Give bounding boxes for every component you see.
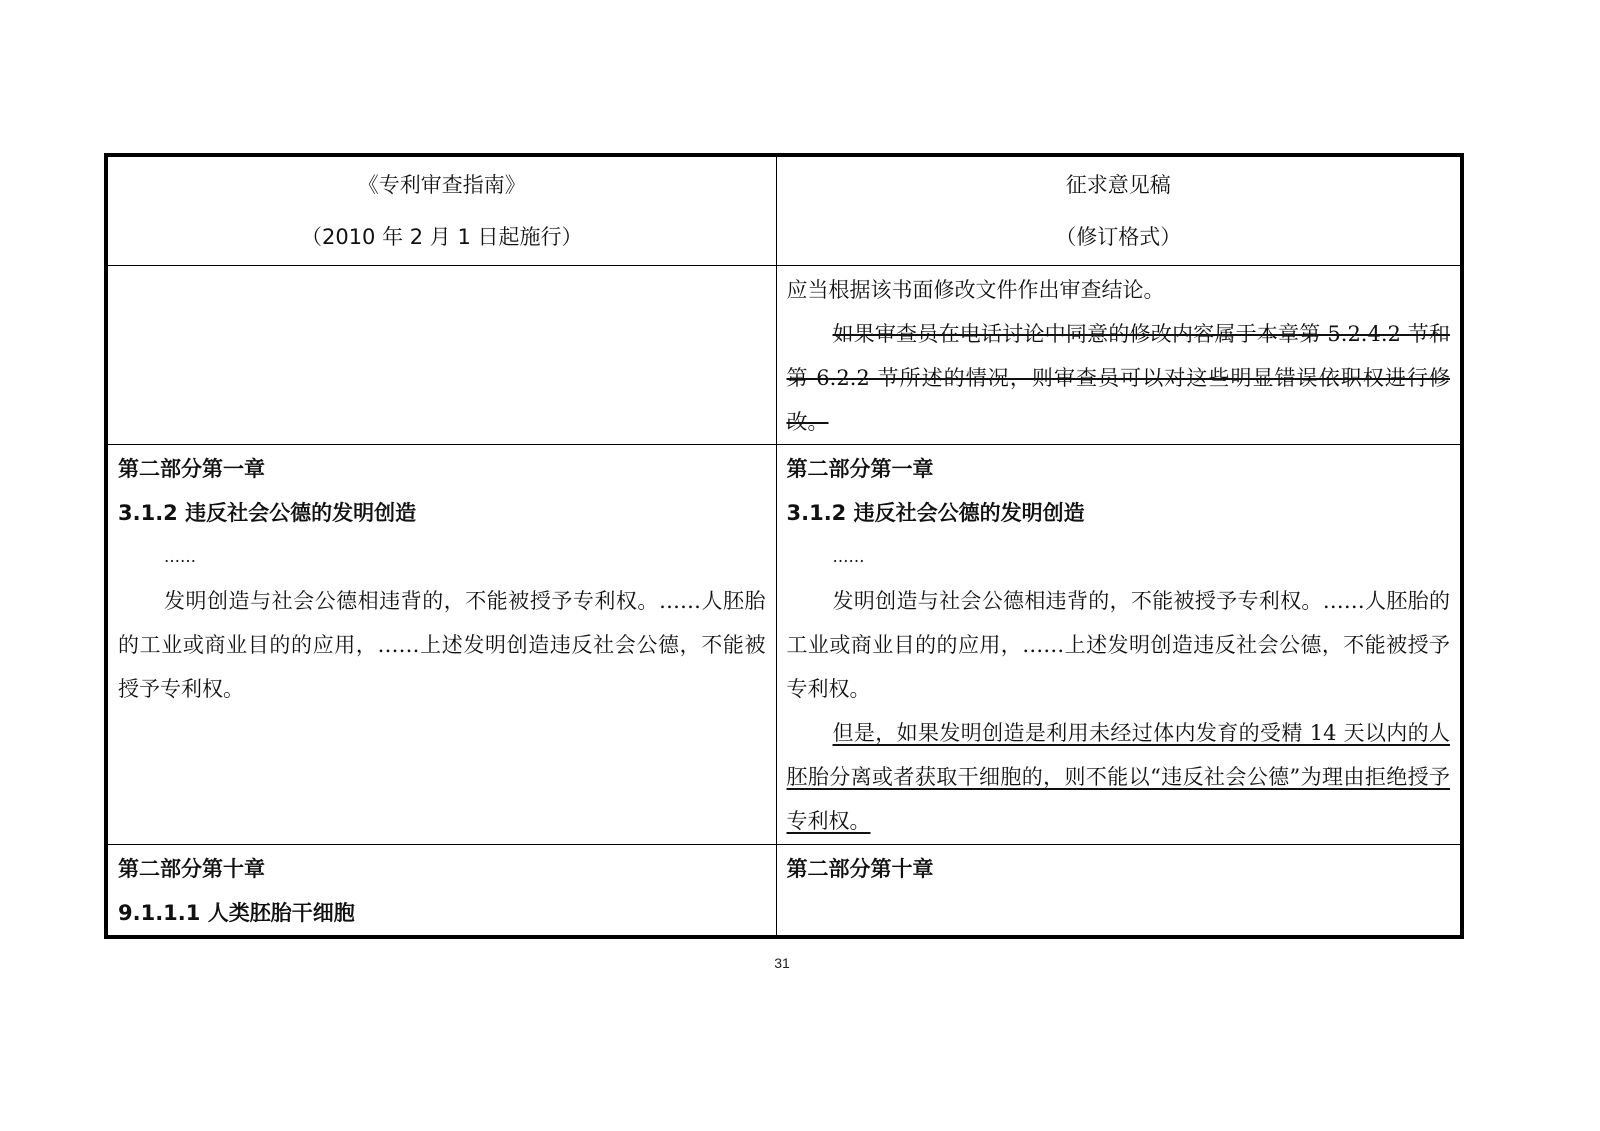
right-column-subtitle: （修订格式） [1055, 225, 1182, 249]
left-part-heading: 第二部分第一章 [118, 457, 265, 481]
page-number: 31 [774, 955, 790, 971]
row2-right-cell [776, 445, 1462, 845]
right-part-heading: 第二部分第十章 [786, 857, 934, 881]
right-part-heading: 第二部分第一章 [786, 457, 934, 481]
table-row [106, 266, 1462, 445]
row1-left-cell [106, 266, 776, 445]
left-paragraph: 发明创造与社会公德相违背的，不能被授予专利权。……人胚胎的工业或商业目的的应用，……上述发明创造违反社会公德，不能被授予专利权。 [118, 589, 766, 701]
left-column-title: 《专利审查指南》 [357, 173, 526, 197]
left-part-heading: 第二部分第十章 [118, 857, 265, 881]
comparison-table [104, 153, 1464, 939]
row2-left-cell [106, 445, 776, 845]
left-ellipsis: …… [164, 547, 196, 566]
row1-right-line: 应当根据该书面修改文件作出审查结论。 [786, 278, 1165, 302]
inserted-paragraph: 但是，如果发明创造是利用未经过体内发育的受精 14 天以内的人胚胎分离或者获取干细胞的，则不能以“违反社会公德”为理由拒绝授予专利权。 [786, 721, 1450, 833]
deleted-paragraph: 如果审查员在电话讨论中同意的修改内容属于本章第 5.2.4.2 节和第 6.2.2 节所述的情况，则审查员可以对这些明显错误依职权进行修改。 [786, 322, 1450, 434]
row3-left-cell [106, 845, 776, 938]
left-section-heading: 3.1.2 违反社会公德的发明创造 [118, 501, 417, 525]
row3-right-cell [776, 845, 1462, 938]
left-section-heading: 9.1.1.1 人类胚胎干细胞 [118, 901, 355, 925]
header-left-cell [106, 155, 776, 266]
header-right-cell [776, 155, 1462, 266]
right-paragraph: 发明创造与社会公德相违背的，不能被授予专利权。……人胚胎的工业或商业目的的应用，……上述发明创造违反社会公德，不能被授予专利权。 [786, 589, 1450, 701]
left-column-subtitle: （2010 年 2 月 1 日起施行） [300, 225, 583, 249]
row1-right-cell [776, 266, 1462, 445]
right-column-title: 征求意见稿 [1065, 173, 1171, 197]
right-ellipsis: …… [832, 547, 865, 566]
table-row [106, 445, 1462, 845]
table-row [106, 845, 1462, 938]
right-section-heading: 3.1.2 违反社会公德的发明创造 [786, 501, 1085, 525]
table-header-row [106, 155, 1462, 266]
